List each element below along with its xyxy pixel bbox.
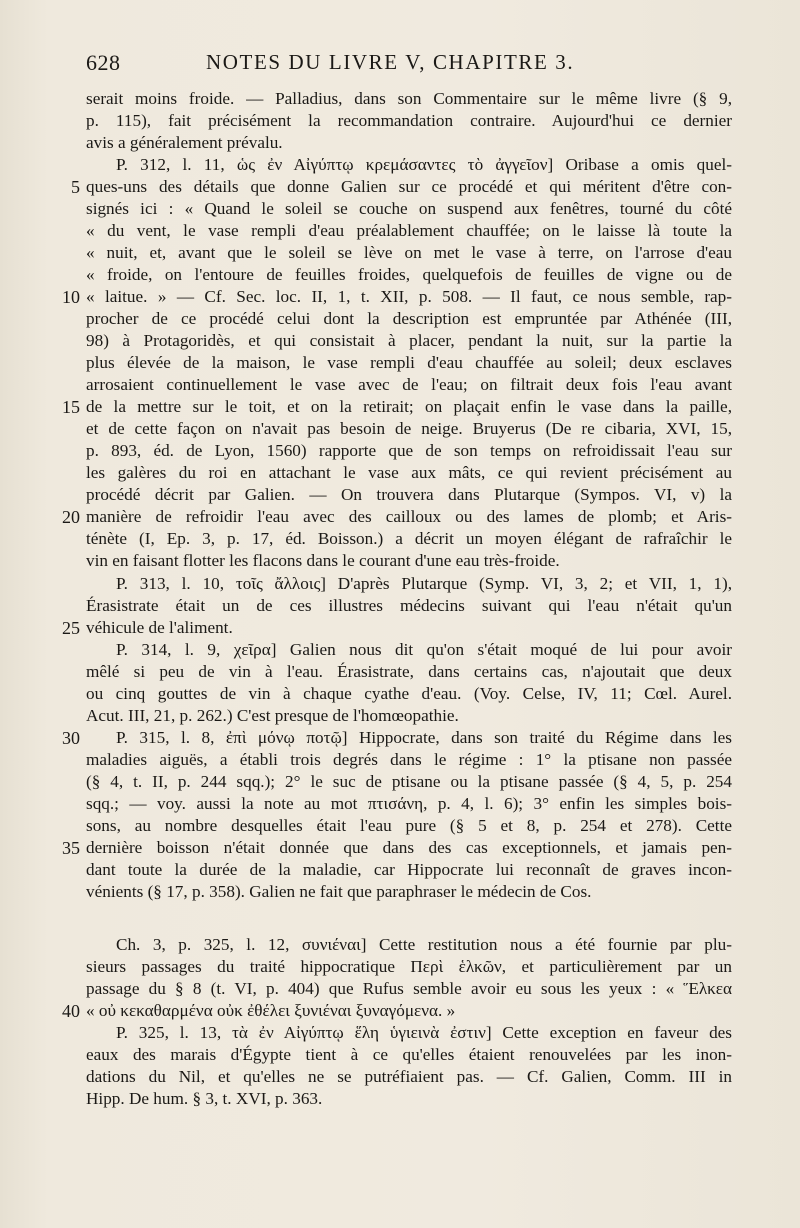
text-line: P. 312, l. 11, ὡς ἐν Αἰγύπτῳ κρεμάσαντες τὸ ἀγγεῖον] Oribase a omis quel- — [116, 155, 732, 174]
text-line: manière de refroidir l'eau avec des cailloux ou des lames de plomb; et Aris- — [86, 507, 732, 526]
text-line: « nuit, et, avant que le soleil se lève on met le vase à terre, on l'arrose d'eau — [86, 243, 732, 262]
text-line: « du vent, le vase rempli d'eau préalablement chauffée; on le laisse là toute la — [86, 221, 732, 240]
text-line: sieurs passages du traité hippocratique Περὶ ἑλκῶν, et particulièrement par un — [86, 957, 732, 976]
text-line: de la mettre sur le toit, et on la retirait; on plaçait enfin le vase dans la paille, — [86, 397, 732, 416]
text-line: « laitue. » — Cf. Sec. loc. II, 1, t. XII, p. 508. — Il faut, ce nous semble, rap- — [86, 287, 732, 306]
text-line: Acut. III, 21, p. 262.) C'est presque de l'homœopathie. — [86, 706, 459, 725]
text-line: véhicule de l'aliment. — [86, 618, 233, 637]
text-line: ques-uns des détails que donne Galien sur ce procédé et qui méritent d'être con- — [86, 177, 732, 196]
text-line: mêlé si peu de vin à l'eau. Érasistrate, dans certains cas, n'ajoutait que deux — [86, 662, 732, 681]
line-number: 30 — [62, 728, 80, 748]
text-line: p. 893, éd. de Lyon, 1560) rapporte que de son temps on refroidissait l'eau sur — [86, 441, 732, 460]
text-line: dant toute la durée de la maladie, car Hippocrate lui reconnaît de graves incon- — [86, 860, 732, 879]
text-line: vénients (§ 17, p. 358). Galien ne fait que paraphraser le médecin de Cos. — [86, 882, 592, 901]
line-number: 5 — [71, 177, 80, 197]
text-line: « οὐ κεκαθαρμένα οὐκ ἐθέλει ξυνιέναι ξυναγόμενα. » — [86, 1001, 456, 1020]
text-line: ou cinq gouttes de vin à chaque cyathe d'eau. (Voy. Celse, IV, 11; Cœl. Aurel. — [86, 684, 732, 703]
running-head: NOTES DU LIVRE V, CHAPITRE 3. — [206, 50, 575, 74]
text-line: eaux des marais d'Égypte tient à ce qu'elles étaient renouvelées par les inon- — [86, 1045, 732, 1064]
text-line: passage du § 8 (t. VI, p. 404) que Rufus semble avoir eu sous les yeux : « Ἕλκεα — [86, 979, 732, 998]
text-line: Hipp. De hum. § 3, t. XVI, p. 363. — [86, 1089, 323, 1108]
line-number: 20 — [62, 507, 80, 527]
text-line: arrosaient continuellement le vase avec de l'eau; on filtrait deux fois l'eau avant — [86, 375, 732, 394]
text-line: procédé décrit par Galien. — On trouvera dans Plutarque (Sympos. VI, v) la — [86, 485, 732, 504]
line-number: 15 — [62, 397, 80, 417]
line-number: 40 — [62, 1001, 80, 1021]
text-line: procher de ce procédé celui dont la description est empruntée par Athénée (III, — [86, 309, 732, 328]
text-line: serait moins froide. — Palladius, dans son Commentaire sur le même livre (§ 9, — [86, 89, 732, 108]
text-line: sons, au nombre desquelles était l'eau pure (§ 5 et 8, p. 254 et 278). Cette — [86, 816, 732, 835]
text-line: maladies aiguës, a établi trois degrés dans le régime : 1° la ptisane non passée — [86, 750, 732, 769]
text-line: sqq.; — voy. aussi la note au mot πτισάνη, p. 4, l. 6); 3° enfin les simples bois- — [86, 794, 732, 813]
line-number: 35 — [62, 838, 80, 858]
text-line: plus élevée de la maison, le vase rempli d'eau chauffée au soleil; deux esclaves — [86, 353, 732, 372]
text-line: P. 314, l. 9, χεῖρα] Galien nous dit qu'on s'était moqué de lui pour avoir — [116, 640, 732, 659]
text-line: dernière boisson n'était donnée que dans des cas exceptionnels, et jamais pen- — [86, 838, 732, 857]
line-number: 25 — [62, 618, 80, 638]
page-header — [86, 50, 726, 80]
line-number: 10 — [62, 287, 80, 307]
text-line: « froide, on l'entoure de feuilles froides, quelquefois de feuilles de vigne ou de — [86, 265, 732, 284]
text-line: 98) à Protagoridès, et qui consistait à placer, pendant la nuit, sur la partie la — [86, 331, 732, 350]
text-line: vin en faisant flotter les flacons dans le courant d'une eau très-froide. — [86, 551, 560, 570]
text-line: ténète (I, Ep. 3, p. 17, éd. Boisson.) a décrit un moyen élégant de rafraîchir le — [86, 529, 732, 548]
text-line: Érasistrate était un de ces illustres médecins suivant qui l'eau n'était qu'un — [86, 596, 732, 615]
text-line: avis a généralement prévalu. — [86, 133, 283, 152]
text-line: p. 115), fait précisément la recommandation contraire. Aujourd'hui ce dernier — [86, 111, 732, 130]
text-line: P. 313, l. 10, τοῖς ἄλλοις] D'après Plutarque (Symp. VI, 3, 2; et VII, 1, 1), — [116, 574, 732, 593]
text-line: dations du Nil, et qu'elles ne se putréfiaient pas. — Cf. Galien, Comm. III in — [86, 1067, 732, 1086]
text-line: les galères du roi en attachant le vase aux mâts, ce qui revient précisément au — [86, 463, 732, 482]
text-line: P. 325, l. 13, τὰ ἐν Αἰγύπτῳ ἕλη ὑγιεινὰ ἐστιν] Cette exception en faveur des — [116, 1023, 732, 1042]
text-line: Ch. 3, p. 325, l. 12, συνιέναι] Cette restitution nous a été fournie par plu- — [116, 935, 732, 954]
text-line: signés ici : « Quand le soleil se couche on suspend aux fenêtres, tourné du côté — [86, 199, 732, 218]
text-line: (§ 4, t. II, p. 244 sqq.); 2° le suc de ptisane ou la ptisane passée (§ 4, 5, p. 254 — [86, 772, 732, 791]
text-line: P. 315, l. 8, ἐπὶ μόνῳ ποτῷ] Hippocrate, dans son traité du Régime dans les — [116, 728, 732, 747]
page-number: 628 — [86, 50, 121, 75]
text-line: et de cette façon on n'avait pas besoin de neige. Bruyerus (De re cibaria, XVI, 15, — [86, 419, 732, 438]
